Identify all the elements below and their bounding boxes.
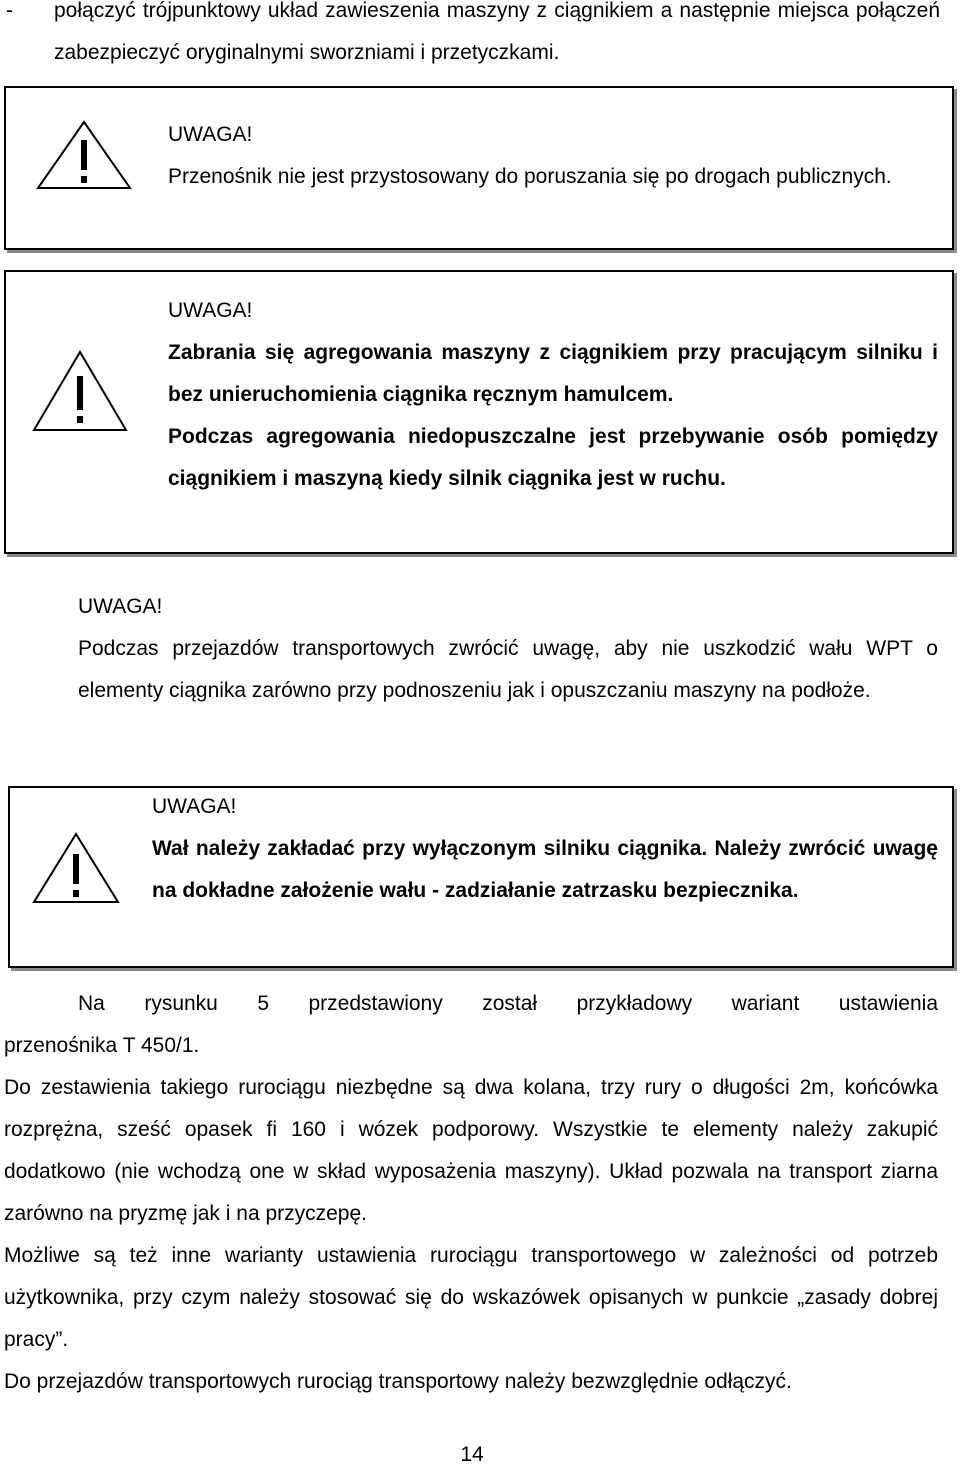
warning-triangle-icon [32,832,120,904]
warning-title: UWAGA! [168,299,253,322]
paragraph-continued: przenośnika T 450/1. [4,1034,200,1057]
notice-pto-shaft [78,586,938,712]
paragraph-first-line: Na rysunku 5 przedstawiony został przykładowy wariant ustawienia [78,992,938,1015]
bullet-dash: - [6,0,13,22]
warning-body: Wał należy zakładać przy wyłączonym silniku ciągnika. Należy zwrócić uwagę na dokładne założenie wału - zadziałanie zatrzasku bezpiecznika. [152,837,938,902]
notice-body: Podczas przejazdów transportowych zwrócić uwagę, aby nie uszkodzić wału WPT o elementy ciągnika zarówno przy podnoszeniu jak i opuszczaniu maszyny na podłoże. [78,637,938,702]
warning-triangle-icon [32,350,128,432]
paragraph-transport: Do przejazdów transportowych rurociąg transportowy należy bezwzględnie odłączyć. [4,1370,792,1393]
notice-title: UWAGA! [78,595,163,618]
page-number: 14 [460,1443,484,1466]
warning-body-2: Podczas agregowania niedopuszczalne jest przebywanie osób pomiędzy ciągnikiem i maszyną kiedy silnik ciągnika jest w ruchu. [168,425,938,490]
warning-box-roads [4,86,954,250]
paragraph-variants: Możliwe są też inne warianty ustawienia rurociągu transportowego w zależności od potrzeb użytkownika, przy czym należy stosować się do wskazówek opisanych w punkcie „zasady dobrej pracy”. [4,1244,938,1351]
warning-title: UWAGA! [168,123,253,146]
warning-body: Przenośnik nie jest przystosowany do poruszania się po drogach publicznych. [168,165,892,188]
warning-body-1: Zabrania się agregowania maszyny z ciągnikiem przy pracującym silniku i bez unieruchomienia ciągnika ręcznym hamulcem. [168,341,938,406]
warning-box-coupling [4,270,954,554]
warning-box-shaft [8,786,954,968]
warning-title: UWAGA! [152,795,237,818]
body-text [4,983,938,1403]
bullet-text: połączyć trójpunktowy układ zawieszenia maszyny z ciągnikiem a następnie miejsca połączeń zabezpieczyć oryginalnymi sworzniami i przetyczkami. [54,0,940,64]
warning-triangle-icon [36,120,132,190]
bullet-item [6,0,940,74]
paragraph-pipeline: Do zestawienia takiego rurociągu niezbędne są dwa kolana, trzy rury o długości 2m, końcówka rozprężna, sześć opasek fi 160 i wózek podporowy. Wszystkie te elementy należy zakupić dodatkowo (nie wchodzą one w skład wyposażenia maszyny). Układ pozwala na transport ziarna zarówno na pryzmę jak i na przyczepę. [4,1076,938,1225]
